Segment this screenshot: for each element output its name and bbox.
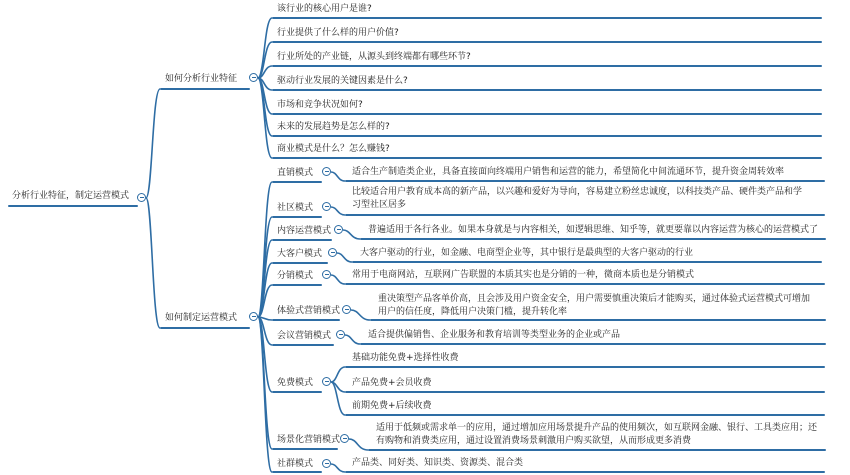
- collapse-icon[interactable]: [322, 202, 331, 211]
- item-underline: [272, 89, 822, 91]
- collapse-icon[interactable]: [336, 330, 345, 339]
- mode-description: [368, 329, 620, 342]
- connector-line: [258, 317, 272, 449]
- mode-key-account[interactable]: [277, 248, 322, 261]
- collapse-icon[interactable]: [322, 167, 331, 176]
- mode-label: 大客户模式: [277, 249, 323, 259]
- mode-experiential-marketing[interactable]: [277, 305, 340, 318]
- mode-free[interactable]: [277, 377, 313, 390]
- desc-underline: [360, 343, 826, 345]
- item-underline: [272, 113, 822, 115]
- branch-label: 如何制定运营模式: [165, 313, 238, 323]
- collapse-icon[interactable]: [340, 434, 349, 443]
- description-text: 普遍适用于各行各业。如果本身就是与内容相关，如逻辑思维、知乎等，就更要靠以内容运营为核心的运营模式了: [368, 225, 819, 235]
- item-underline: [272, 41, 822, 43]
- free-sub-item[interactable]: [352, 352, 459, 365]
- mode-description: [352, 186, 802, 212]
- mode-underline: [272, 284, 322, 286]
- question-item[interactable]: [277, 3, 372, 16]
- collapse-icon[interactable]: [137, 193, 146, 202]
- item-underline: [272, 17, 822, 19]
- question-text: 该行业的核心用户是谁?: [277, 4, 372, 14]
- branch-underline: [160, 327, 250, 329]
- mode-label: 会议营销模式: [277, 331, 332, 341]
- branch-label: 如何分析行业特征: [165, 74, 238, 84]
- desc-underline: [352, 261, 822, 263]
- connector-line: [331, 464, 345, 472]
- question-text: 驱动行业发展的关键因素是什么?: [277, 76, 408, 86]
- connector-line: [146, 89, 160, 198]
- mode-conference-marketing[interactable]: [277, 330, 331, 343]
- desc-underline: [370, 319, 826, 321]
- description-text: 适用于低频或需求单一的应用，通过增加应用场景提升产品的使用频次，如互联网金融、银行、工具类应用；还有购物和消费类应用，通过设置消费场景刺激用户购买欲望，从而形成更多消费: [376, 423, 818, 446]
- question-item[interactable]: [277, 143, 390, 156]
- mode-underline: [272, 262, 328, 264]
- mode-label: 体验式营销模式: [277, 306, 341, 316]
- free-sub-item[interactable]: [352, 377, 432, 390]
- mode-underline: [272, 391, 322, 393]
- root-label: 分析行业特征，制定运营模式: [12, 191, 130, 201]
- description-text: 大客户驱动的行业，如金融、电商型企业等，其中银行是最典型的大客户驱动的行业: [360, 248, 694, 258]
- collapse-icon[interactable]: [334, 225, 343, 234]
- connector-line: [258, 317, 272, 472]
- question-text: 行业所处的产业链，从源头到终端都有哪些环节?: [277, 52, 471, 62]
- sub-underline: [345, 391, 825, 393]
- mode-direct-sales[interactable]: [277, 167, 313, 180]
- desc-underline: [368, 449, 826, 451]
- branch-node-operation-mode[interactable]: [165, 312, 237, 325]
- question-text: 行业提供了什么样的用户价值?: [277, 28, 399, 38]
- mode-distribution[interactable]: [277, 270, 313, 283]
- free-sub-item[interactable]: [352, 400, 432, 413]
- connector-line: [349, 439, 368, 450]
- sub-underline: [345, 414, 825, 416]
- description-text: 产品类、同好类、知识类、资源类、混合类: [352, 458, 524, 468]
- mode-scenario-marketing[interactable]: [277, 434, 340, 447]
- question-text: 未来的发展趋势是怎么样的?: [277, 122, 390, 132]
- mode-underline: [272, 448, 338, 450]
- connector-line: [331, 172, 345, 181]
- desc-underline: [345, 471, 825, 473]
- description-text: 适合生产制造类企业，具备直接面向终端用户销售和运营的能力，希望简化中间流通环节，提升资金周转效率: [352, 167, 785, 177]
- question-item[interactable]: [277, 121, 390, 134]
- mode-label: 分销模式: [277, 271, 314, 281]
- mode-community[interactable]: [277, 202, 313, 215]
- mode-underline: [272, 471, 322, 473]
- desc-underline: [345, 214, 825, 216]
- desc-underline: [360, 238, 826, 240]
- mode-community-group[interactable]: [277, 458, 313, 471]
- root-underline: [8, 205, 138, 207]
- desc-underline: [345, 180, 825, 182]
- collapse-icon[interactable]: [249, 312, 258, 321]
- question-text: 市场和竞争状况如何?: [277, 100, 363, 110]
- sub-item-text: 基础功能免费+选择性收费: [352, 353, 459, 363]
- mode-underline: [272, 319, 340, 321]
- mode-description: [376, 422, 821, 448]
- mode-description: [352, 457, 523, 470]
- mode-label: 场景化营销模式: [277, 435, 341, 445]
- question-item[interactable]: [277, 99, 363, 112]
- collapse-icon[interactable]: [249, 73, 258, 82]
- connector-line: [258, 18, 272, 78]
- description-text: 常用于电商网站，互联网广告联盟的本质其实也是分销的一种，微商本质也是分销模式: [352, 270, 695, 280]
- collapse-icon[interactable]: [328, 248, 337, 257]
- mode-label: 内容运营模式: [277, 226, 332, 236]
- mode-content-operation[interactable]: [277, 225, 331, 238]
- mode-label: 社群模式: [277, 459, 314, 469]
- mode-underline: [272, 216, 322, 218]
- mode-description: [378, 293, 818, 319]
- mode-description: [352, 269, 694, 282]
- question-item[interactable]: [277, 75, 408, 88]
- description-text: 适合提供偏销售、企业服务和教育培训等类型业务的企业或产品: [368, 330, 621, 340]
- mode-underline: [272, 344, 334, 346]
- sub-item-text: 前期免费+后续收费: [352, 401, 432, 411]
- item-underline: [272, 135, 822, 137]
- item-underline: [272, 65, 822, 67]
- mode-label: 社区模式: [277, 203, 314, 213]
- sub-item-text: 产品免费+会员收费: [352, 378, 432, 388]
- description-text: 重决策型产品客单价高，且会涉及用户资金安全，用户需要慎重决策后才能购买，通过体验式运营模式可增加用户的信任度，降低用户决策门槛，提升转化率: [378, 294, 811, 317]
- mode-label: 直销模式: [277, 168, 314, 178]
- connector-line: [331, 275, 345, 284]
- connector-line: [351, 310, 370, 320]
- collapse-icon[interactable]: [342, 305, 351, 314]
- question-item[interactable]: [277, 27, 399, 40]
- connector-line: [345, 335, 360, 344]
- description-text: 比较适合用户教育成本高的新产品，以兴趣和爱好为导向，容易建立粉丝忠诚度，以科技类产品、硬件类产品和学习型社区居多: [352, 187, 803, 210]
- connector-line: [146, 198, 160, 328]
- root-node[interactable]: [12, 190, 129, 203]
- question-item[interactable]: [277, 51, 471, 64]
- mode-underline: [272, 181, 322, 183]
- mode-description: [352, 166, 784, 179]
- collapse-icon[interactable]: [322, 270, 331, 279]
- connector-line: [343, 230, 360, 239]
- mode-description: [368, 224, 818, 237]
- question-text: 商业模式是什么？怎么赚钱?: [277, 144, 390, 154]
- collapse-icon[interactable]: [322, 377, 331, 386]
- branch-node-analyze-industry[interactable]: [165, 73, 237, 86]
- collapse-icon[interactable]: [322, 459, 331, 468]
- item-underline: [272, 157, 822, 159]
- desc-underline: [345, 283, 825, 285]
- mode-label: 免费模式: [277, 378, 314, 388]
- connector-line: [331, 207, 345, 215]
- sub-underline: [345, 366, 825, 368]
- connector-line: [337, 253, 352, 262]
- connector-line: [331, 367, 345, 382]
- branch-underline: [160, 88, 250, 90]
- mode-description: [360, 247, 693, 260]
- mode-underline: [272, 239, 332, 241]
